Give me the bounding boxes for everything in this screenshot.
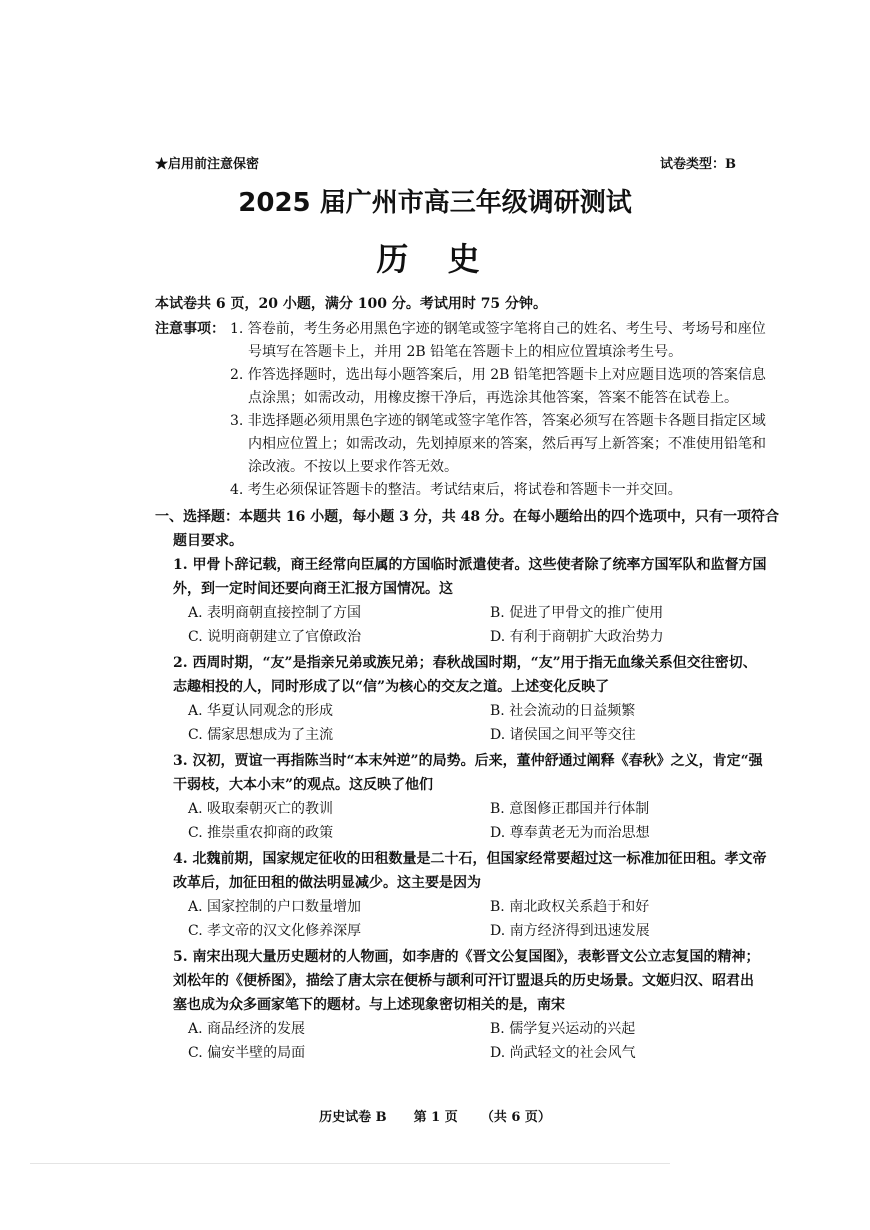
- footer-page-number: 第 1 页: [413, 1110, 458, 1125]
- q3-option-b: B. 意图修正郡国并行体制: [490, 801, 650, 817]
- q5-option-b: B. 儒学复兴运动的兴起: [490, 1021, 636, 1037]
- footer-page-total: （共 6 页）: [480, 1110, 551, 1125]
- q5-option-d: D. 尚武轻文的社会风气: [490, 1045, 636, 1061]
- q3-option-c: C. 推崇重农抑商的政策: [188, 825, 334, 841]
- q5-stem-line-3: 塞也成为众多画家笔下的题材。与上述现象密切相关的是，南宋: [173, 997, 565, 1013]
- q4-option-a: A. 国家控制的户口数量增加: [188, 899, 362, 915]
- q5-stem-line-1: 5. 南宋出现大量历史题材的人物画，如李唐的《晋文公复国图》，表彰晋文公立志复国的精神；: [173, 949, 760, 965]
- notice-2-line-2: 点涂黑；如需改动，用橡皮擦干净后，再选涂其他答案，答案不能答在试卷上。: [248, 390, 738, 406]
- paper-type: 试卷类型：B: [660, 157, 736, 172]
- q4-stem-line-1: 4. 北魏前期，国家规定征收的田租数量是二十石，但国家经常要超过这一标准加征田租。孝文帝: [173, 851, 767, 867]
- q2-option-a: A. 华夏认同观念的形成: [188, 703, 334, 719]
- q2-option-c: C. 儒家思想成为了主流: [188, 727, 334, 743]
- q3-option-d: D. 尊奉黄老无为而治思想: [490, 825, 650, 841]
- q1-stem-line-1: 1. 甲骨卜辞记载，商王经常向臣属的方国临时派遣使者。这些使者除了统率方国军队和监督方国: [173, 557, 767, 573]
- q1-option-c: C. 说明商朝建立了官僚政治: [188, 629, 362, 645]
- q3-option-a: A. 吸取秦朝灭亡的教训: [188, 801, 334, 817]
- q2-option-d: D. 诸侯国之间平等交往: [490, 727, 636, 743]
- q3-stem-line-1: 3. 汉初，贾谊一再指陈当时“本末舛逆”的局势。后来，董仲舒通过阐释《春秋》之义，肯定“强: [173, 753, 763, 769]
- section-heading-line-2: 题目要求。: [173, 533, 243, 549]
- notice-3-line-1: 3. 非选择题必须用黑色字迹的钢笔或签字笔作答，答案必须写在答题卡各题目指定区域: [230, 413, 766, 429]
- notice-1-line-1: 1. 答卷前，考生务必用黑色字迹的钢笔或签字笔将自己的姓名、考生号、考场号和座位: [230, 321, 766, 337]
- exam-title: 2025 届广州市高三年级调研测试: [238, 188, 632, 218]
- q5-stem-line-2: 刘松年的《便桥图》，描绘了唐太宗在便桥与颉利可汗订盟退兵的历史场景。文姬归汉、昭君出: [173, 973, 754, 989]
- notice-4-line-1: 4. 考生必须保证答题卡的整洁。考试结束后，将试卷和答题卡一并交回。: [230, 482, 682, 498]
- q1-stem-line-2: 外，到一定时间还要向商王汇报方国情况。这: [173, 581, 453, 597]
- q5-option-a: A. 商品经济的发展: [188, 1021, 306, 1037]
- notices-label: 注意事项：: [155, 321, 225, 337]
- page-footer: [0, 1106, 870, 1125]
- footer-paper-name: 历史试卷 B: [319, 1110, 387, 1125]
- exam-intro: 本试卷共 6 页，20 小题，满分 100 分。考试用时 75 分钟。: [155, 296, 548, 312]
- q4-option-c: C. 孝文帝的汉文化修养深厚: [188, 923, 362, 939]
- q2-option-b: B. 社会流动的日益频繁: [490, 703, 636, 719]
- q2-stem-line-2: 志趣相投的人，同时形成了以“信”为核心的交友之道。上述变化反映了: [173, 679, 610, 695]
- q4-option-b: B. 南北政权关系趋于和好: [490, 899, 650, 915]
- notice-3-line-2: 内相应位置上；如需改动，先划掉原来的答案，然后再写上新答案；不准使用铅笔和: [248, 436, 766, 452]
- scan-edge-line: [30, 1163, 670, 1164]
- q1-option-d: D. 有利于商朝扩大政治势力: [490, 629, 664, 645]
- q4-stem-line-2: 改革后，加征田租的做法明显减少。这主要是因为: [173, 875, 481, 891]
- q2-stem-line-1: 2. 西周时期，“友”是指亲兄弟或族兄弟；春秋战国时期，“友”用于指无血缘关系但交往密切、: [173, 655, 757, 671]
- notice-2-line-1: 2. 作答选择题时，选出每小题答案后，用 2B 铅笔把答题卡上对应题目选项的答案信息: [230, 367, 766, 383]
- section-heading-line-1: 一、选择题：本题共 16 小题，每小题 3 分，共 48 分。在每小题给出的四个选项中，只有一项符合: [155, 509, 779, 525]
- subject-title: 历 史: [376, 240, 494, 278]
- q5-option-c: C. 偏安半壁的局面: [188, 1045, 306, 1061]
- q3-stem-line-2: 干弱枝，大本小末”的观点。这反映了他们: [173, 777, 434, 793]
- notice-1-line-2: 号填写在答题卡上，并用 2B 铅笔在答题卡上的相应位置填涂考生号。: [248, 344, 683, 360]
- confidential-mark: ★启用前注意保密: [155, 157, 260, 172]
- q1-option-a: A. 表明商朝直接控制了方国: [188, 605, 362, 621]
- q4-option-d: D. 南方经济得到迅速发展: [490, 923, 650, 939]
- q1-option-b: B. 促进了甲骨文的推广使用: [490, 605, 664, 621]
- notice-3-line-3: 涂改液。不按以上要求作答无效。: [248, 459, 458, 475]
